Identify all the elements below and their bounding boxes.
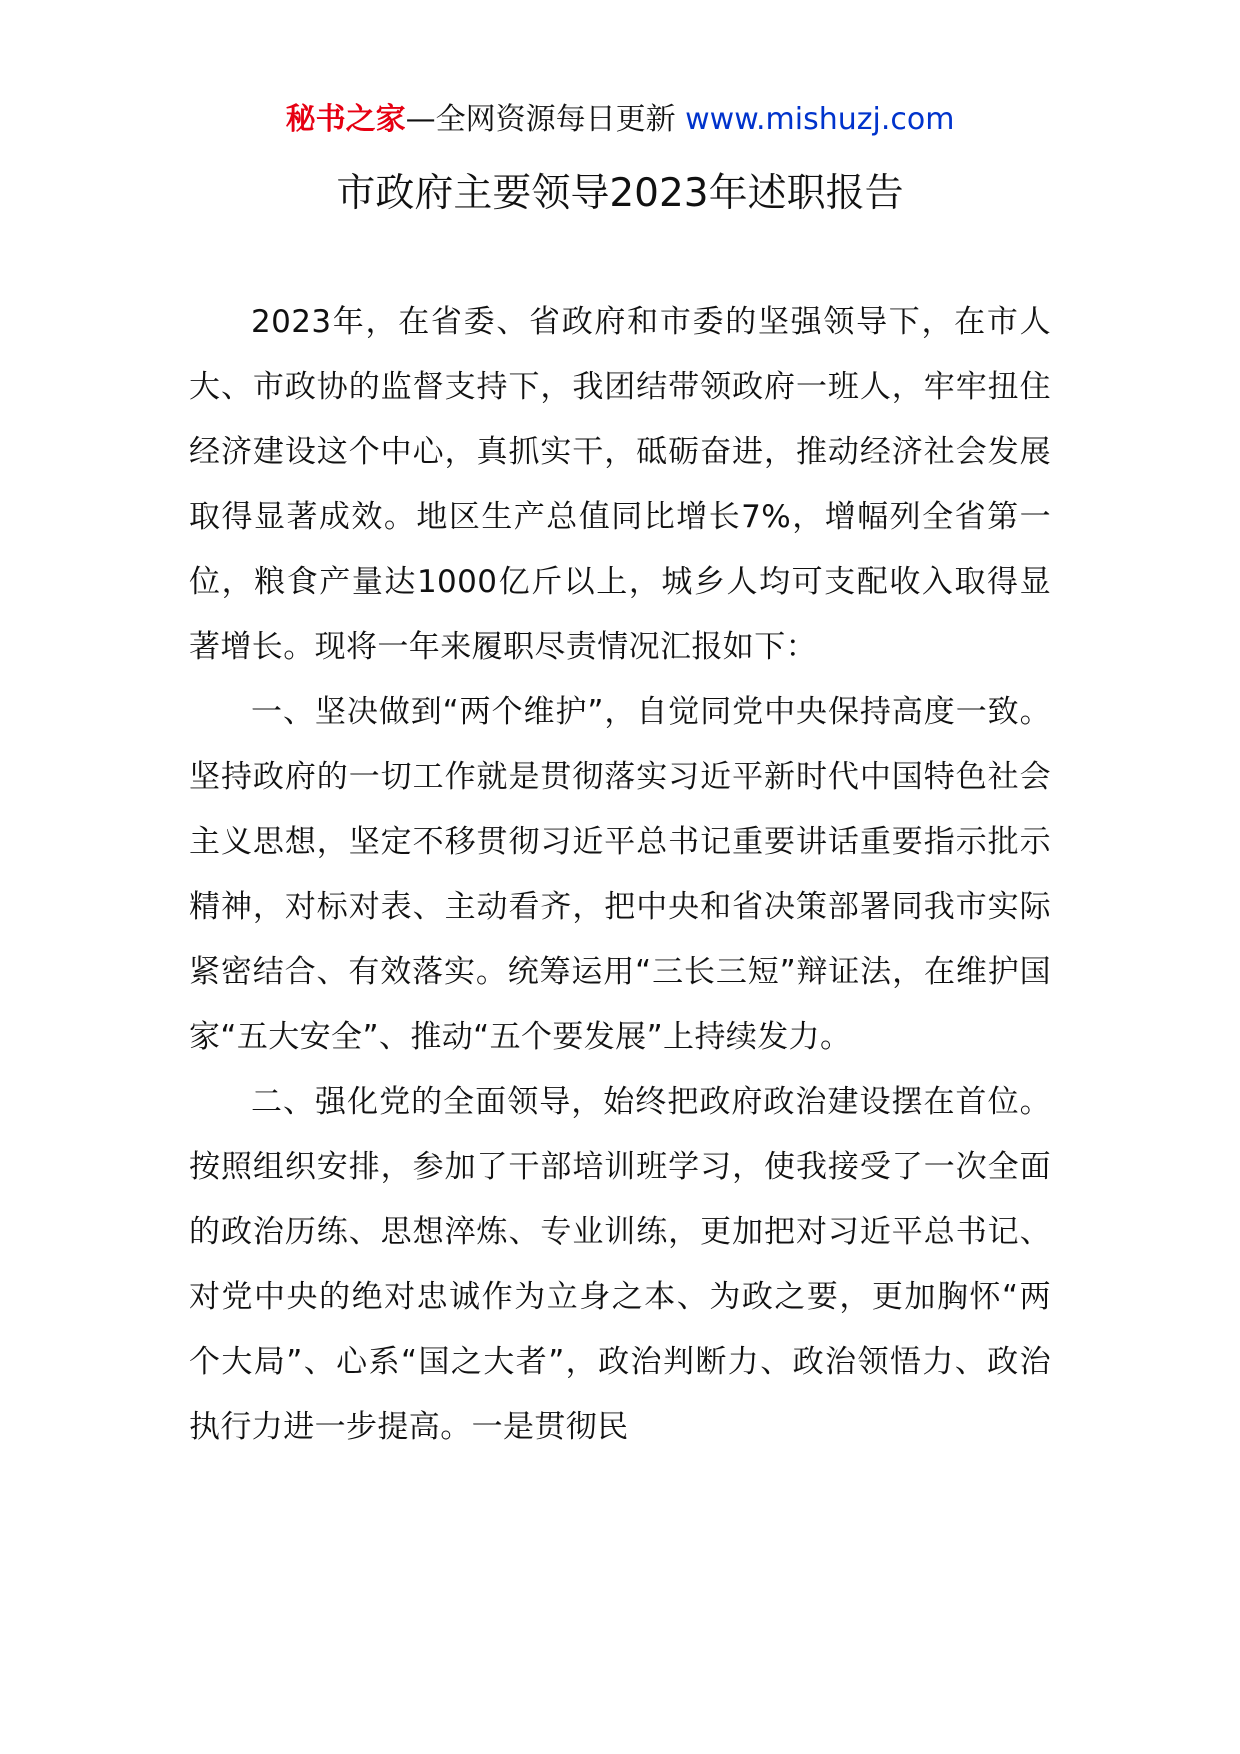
site-header (0, 100, 1240, 140)
site-brand: 秘书之家 (285, 102, 406, 137)
paragraph-intro (189, 290, 1051, 680)
paragraph-lead: 一、坚决做到“两个维护”，自觉同党中央保持高度一致。 (251, 694, 1051, 730)
paragraph-text: 按照组织安排，参加了干部培训班学习，使我接受了一次全面的政治历练、思想淬炼、专业训练，更加把对习近平总书记、对党中央的绝对忠诚作为立身之本、为政之要，更加胸怀“两个大局”、心系“国之大者”，政治判断力、政治领悟力、政治执行力进一步提高。一是贯彻民 (189, 1149, 1051, 1445)
paragraph-section-one (189, 680, 1051, 1070)
paragraph-section-two (189, 1070, 1051, 1460)
site-slogan: —全网资源每日更新 (405, 102, 676, 137)
document-title: 市政府主要领导2023年述职报告 (336, 171, 904, 216)
document-body (189, 290, 1051, 1460)
paragraph-text: 坚持政府的一切工作就是贯彻落实习近平新时代中国特色社会主义思想，坚定不移贯彻习近平总书记重要讲话重要指示批示精神，对标对表、主动看齐，把中央和省决策部署同我市实际紧密结合、有效落实。统筹运用“三长三短”辩证法，在维护国家“五大安全”、推动“五个要发展”上持续发力。 (189, 759, 1051, 1055)
site-url-link[interactable]: www.mishuzj.com (685, 102, 955, 137)
paragraph-lead: 二、强化党的全面领导，始终把政府政治建设摆在首位。 (251, 1084, 1051, 1120)
paragraph-text: 2023年，在省委、省政府和市委的坚强领导下，在市人大、市政协的监督支持下，我团结带领政府一班人，牢牢扭住经济建设这个中心，真抓实干，砥砺奋进，推动经济社会发展取得显著成效。地区生产总值同比增长7%，增幅列全省第一位，粮食产量达1000亿斤以上，城乡人均可支配收入取得显著增长。现将一年来履职尽责情况汇报如下： (189, 304, 1051, 665)
